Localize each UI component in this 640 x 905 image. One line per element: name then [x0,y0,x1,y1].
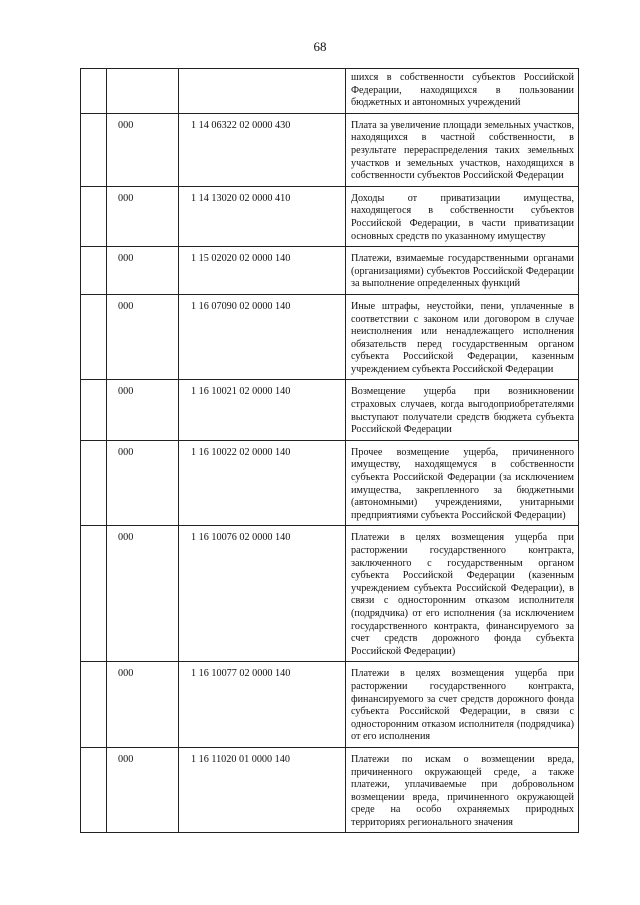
revenue-name-text: Прочее возмещение ущерба, причиненного имуществу, находящемуся в собственности субъекта Российской Федерации (за исключением имущества, закрепленного за бюджетными (автономными) учреждениями, унитарными предприятиями субъекта Российской Федерации) [351,446,574,521]
revenue-name-cell [346,662,579,748]
revenue-name-cell [346,186,579,246]
table-row [81,69,579,114]
revenue-name-text: Плата за увеличение площади земельных участков, находящихся в частной собственности, в результате перераспределения таких земельных участков и земельных участков, находящихся в собственности субъектов Российской Федерации [351,119,574,182]
budget-code-cell: 1 16 10021 02 0000 140 [179,380,346,440]
row-number-cell [81,440,107,526]
admin-code-cell: 000 [107,662,179,748]
row-number-cell [81,186,107,246]
admin-code-cell [107,69,179,114]
revenue-name-text: Доходы от приватизации имущества, находящегося в собственности субъектов Российской Федерации, в части приватизации основных средств по указанному имуществу [351,192,574,242]
table-row [81,186,579,246]
revenue-name-cell [346,380,579,440]
revenue-name-text: Платежи по искам о возмещении вреда, причиненного окружающей среде, а также платежи, уплачиваемые при добровольном возмещении вреда, причиненного окружающей среде на особо охраняемых природных территориях регионального значения [351,753,574,828]
revenue-codes-table [80,68,579,833]
table-row [81,526,579,662]
revenue-name-cell [346,294,579,380]
budget-code-cell: 1 14 06322 02 0000 430 [179,113,346,186]
table-row [81,247,579,295]
table-row [81,747,579,833]
budget-code-cell: 1 15 02020 02 0000 140 [179,247,346,295]
page-number: 68 [313,39,327,54]
revenue-name-cell [346,526,579,662]
revenue-name-text: Возмещение ущерба при возникновении страховых случаев, когда выгодоприобретателями выступают получатели средств бюджета субъекта Российской Федерации [351,386,574,436]
row-number-cell [81,380,107,440]
revenue-name-cell [346,69,579,114]
row-number-cell [81,662,107,748]
admin-code-cell: 000 [107,526,179,662]
revenue-name-text: Иные штрафы, неустойки, пени, уплаченные в соответствии с законом или договором в случае неисполнения или ненадлежащего исполнения обязательств перед государственным органом субъекта Российской Федерации, казенным учреждением субъекта Российской Федерации [351,300,574,375]
budget-code-cell: 1 14 13020 02 0000 410 [179,186,346,246]
revenue-name-text: шихся в собственности субъектов Российской Федерации, находящихся в пользовании бюджетных и автономных учреждений [351,72,574,109]
revenue-name-cell [346,247,579,295]
admin-code-cell: 000 [107,294,179,380]
table-row [81,113,579,186]
budget-code-cell: 1 16 07090 02 0000 140 [179,294,346,380]
budget-code-cell: 1 16 10022 02 0000 140 [179,440,346,526]
admin-code-cell: 000 [107,747,179,833]
revenue-name-text: Платежи в целях возмещения ущерба при расторжении государственного контракта, заключенного с государственным органом субъекта Российской Федерации (казенным учреждением субъекта Российской Федерации), в связи с односторонним отказом исполнителя (подрядчика) от его исполнения (за исключением государственного контракта, финансируемого за счет средств дорожного фонда субъекта Российской Федерации) [351,532,574,657]
row-number-cell [81,747,107,833]
budget-code-cell: 1 16 10077 02 0000 140 [179,662,346,748]
table-row [81,380,579,440]
admin-code-cell: 000 [107,247,179,295]
admin-code-cell: 000 [107,440,179,526]
admin-code-cell: 000 [107,186,179,246]
revenue-name-cell [346,747,579,833]
revenue-name-text: Платежи, взимаемые государственными органами (организациями) субъектов Российской Федерации за выполнение определенных функций [351,253,574,290]
row-number-cell [81,526,107,662]
row-number-cell [81,69,107,114]
revenue-name-cell [346,440,579,526]
row-number-cell [81,294,107,380]
budget-code-cell: 1 16 10076 02 0000 140 [179,526,346,662]
table-row [81,440,579,526]
revenue-name-cell [346,113,579,186]
table-row [81,294,579,380]
admin-code-cell: 000 [107,380,179,440]
budget-code-cell [179,69,346,114]
row-number-cell [81,113,107,186]
admin-code-cell: 000 [107,113,179,186]
table-row [81,662,579,748]
row-number-cell [81,247,107,295]
revenue-name-text: Платежи в целях возмещения ущерба при расторжении государственного контракта, финансируемого за счет средств дорожного фонда субъекта Российской Федерации, в связи с односторонним отказом исполнителя (подрядчика) от его исполнения [351,668,574,743]
budget-code-cell: 1 16 11020 01 0000 140 [179,747,346,833]
